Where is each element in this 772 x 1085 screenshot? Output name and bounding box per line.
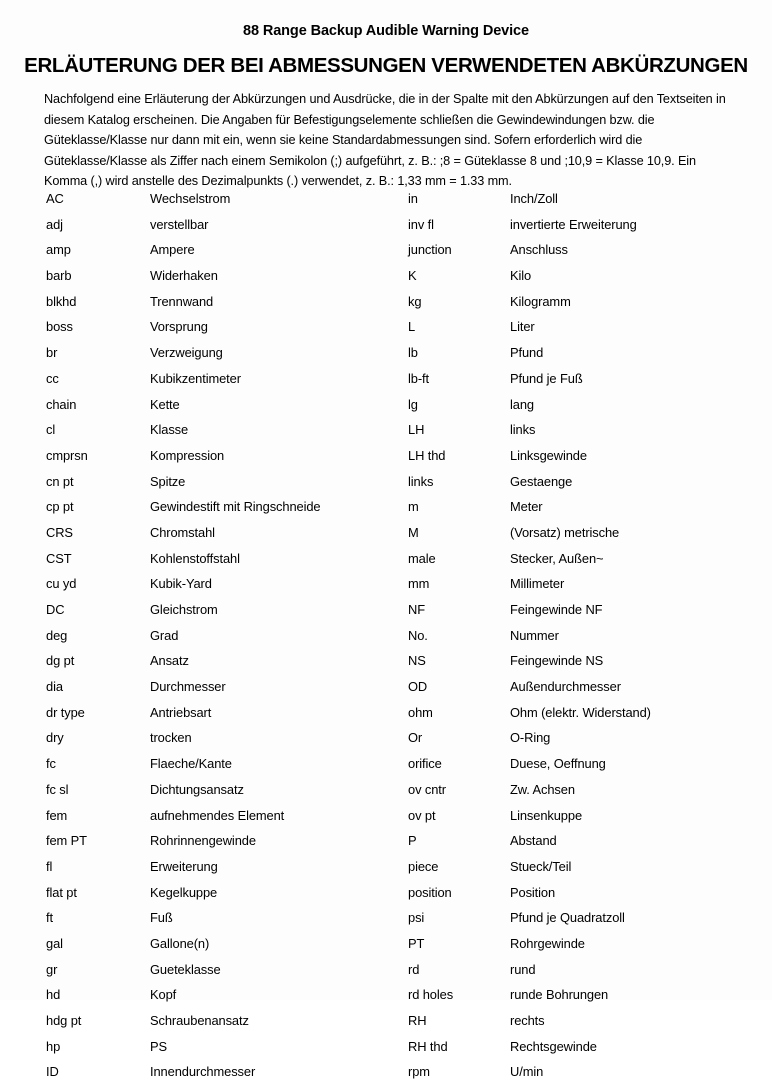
abbreviation-entry (46, 1008, 386, 1034)
abbreviation-entry (408, 520, 758, 546)
dot-leader (60, 344, 145, 357)
abbreviation-entry (408, 700, 758, 726)
dot-leader (430, 678, 505, 691)
dot-leader (62, 370, 145, 383)
abbreviation-term: lb (408, 345, 418, 361)
page-title: ERLÄUTERUNG DER BEI ABMESSUNGEN VERWENDETEN ABKÜRZUNGEN (24, 54, 748, 77)
abbreviation-definition: Kompression (150, 447, 225, 463)
dot-leader (62, 1063, 145, 1076)
abbreviation-definition: Schraubenansatz (150, 1013, 249, 1028)
dot-leader (424, 293, 505, 306)
abbreviation-definition: Kopf (150, 987, 177, 1003)
abbreviation-entry (408, 1059, 758, 1085)
dot-leader (55, 858, 145, 871)
abbreviation-term: ov cntr (408, 781, 446, 797)
dot-leader (76, 473, 145, 486)
abbreviation-entry (46, 623, 386, 649)
abbreviation-entry (46, 1034, 386, 1060)
abbreviation-term: lg (408, 396, 418, 412)
abbreviation-term: CST (46, 550, 72, 566)
dot-leader (432, 575, 505, 588)
abbreviation-definition: Position (510, 884, 556, 900)
abbreviation-term: Or (408, 730, 423, 746)
dot-leader (422, 498, 505, 511)
dot-leader (84, 1012, 145, 1025)
abbreviation-term: position (408, 884, 452, 900)
abbreviation-entry (46, 417, 386, 443)
abbreviation-entry (408, 648, 758, 674)
abbreviation-term: boss (46, 319, 73, 335)
abbreviation-term: LH thd (408, 447, 446, 463)
abbreviation-definition: Stueck/Teil (510, 858, 572, 874)
abbreviation-definition: Nummer (510, 627, 559, 643)
abbreviation-definition: Anschluss (510, 242, 568, 258)
abbreviation-entry (408, 597, 758, 623)
abbreviation-term: fl (46, 858, 53, 874)
abbreviation-definition: Ansatz (150, 653, 189, 669)
abbreviation-entry (408, 237, 758, 263)
dot-leader (422, 524, 505, 537)
abbreviation-entry (46, 854, 386, 880)
abbreviation-definition: (Vorsatz) metrische (510, 524, 620, 540)
abbreviation-term: links (408, 473, 434, 489)
abbreviation-term: male (408, 550, 436, 566)
abbreviation-term: RH (408, 1013, 427, 1028)
abbreviation-column-right (408, 186, 758, 1085)
dot-leader (70, 627, 145, 640)
abbreviation-term: barb (46, 268, 72, 284)
abbreviation-term: dry (46, 730, 64, 746)
abbreviation-definition: Ohm (elektr. Widerstand) (510, 704, 651, 720)
abbreviation-term: M (408, 524, 419, 540)
dot-leader (63, 1038, 145, 1051)
dot-leader (80, 884, 145, 897)
abbreviation-entry (46, 289, 386, 315)
abbreviation-definition: Spitze (150, 473, 186, 489)
abbreviation-entry (408, 1034, 758, 1060)
abbreviation-term: gal (46, 935, 63, 951)
dot-leader (79, 575, 145, 588)
abbreviation-entry (46, 212, 386, 238)
abbreviation-definition: Linsenkuppe (510, 807, 583, 823)
abbreviation-term: orifice (408, 756, 442, 772)
abbreviation-definition: Chromstahl (150, 524, 215, 540)
abbreviation-definition: lang (510, 396, 534, 412)
dot-leader (437, 216, 505, 229)
abbreviation-term: hdg pt (46, 1013, 82, 1028)
abbreviation-term: deg (46, 627, 68, 643)
abbreviation-term: P (408, 833, 417, 849)
dot-leader (60, 961, 145, 974)
dot-leader (66, 216, 145, 229)
abbreviation-entry (408, 1008, 758, 1034)
abbreviation-term: cmprsn (46, 447, 88, 463)
abbreviation-entry (408, 571, 758, 597)
abbreviation-term: ft (46, 910, 53, 926)
dot-leader (428, 601, 505, 614)
abbreviation-entry (46, 340, 386, 366)
abbreviation-definition: aufnehmendes Element (150, 807, 285, 823)
abbreviation-term: fem (46, 807, 68, 823)
dot-leader (432, 370, 505, 383)
dot-leader (449, 781, 505, 794)
dot-leader (66, 678, 145, 691)
abbreviation-term: piece (408, 858, 439, 874)
abbreviation-entry (46, 314, 386, 340)
abbreviation-entry (46, 880, 386, 906)
abbreviation-entry (46, 546, 386, 572)
dot-leader (88, 704, 145, 717)
abbreviation-term: cu yd (46, 576, 77, 592)
intro-paragraph: Nachfolgend eine Erläuterung der Abkürzungen und Ausdrücke, die in der Spalte mit den Abkürzungen auf den Textseiten in diesem Katalog erscheinen. Die Angaben für Befestigungselemente schließen die Gewindewindungen bzw. die Güteklasse/Klasse nur dann mit ein, wenn sie keine Standardabmessungen sind. Sofern erforderlich wird die Güteklasse/Klasse als Ziffer nach einem Semikolon (;) aufgeführt, z. B.: ;8 = Güteklasse 8 und ;10,9 = Klasse 10,9. Ein Komma (,) wird anstelle des Dezimalpunkts (.) verwendet, z. B.: 1,33 mm = 1.33 mm. (44, 92, 726, 189)
abbreviation-entry (46, 777, 386, 803)
abbreviation-entry (46, 957, 386, 983)
dot-leader (90, 832, 145, 845)
abbreviation-entry (408, 289, 758, 315)
abbreviation-entry (408, 314, 758, 340)
abbreviation-definition: Zw. Achsen (510, 781, 575, 797)
abbreviation-term: RH thd (408, 1038, 448, 1054)
abbreviation-definition: Inch/Zoll (510, 191, 558, 206)
abbreviation-term: LH (408, 422, 425, 438)
abbreviation-definition: Kilo (510, 268, 532, 284)
abbreviation-entry (46, 263, 386, 289)
dot-leader (56, 909, 145, 922)
abbreviation-definition: Dichtungsansatz (150, 781, 244, 797)
dot-leader (429, 652, 505, 665)
dot-leader (422, 961, 505, 974)
abbreviation-term: PT (408, 935, 425, 951)
abbreviation-entry (408, 417, 758, 443)
abbreviation-entry (408, 623, 758, 649)
abbreviation-definition: invertierte Erweiterung (510, 216, 637, 232)
dot-leader (76, 319, 145, 332)
abbreviation-definition: Kilogramm (510, 293, 571, 309)
abbreviation-definition: Stecker, Außen~ (510, 550, 604, 566)
dot-leader (420, 267, 506, 280)
dot-leader (436, 473, 505, 486)
abbreviation-term: K (408, 268, 417, 284)
abbreviation-entry (46, 905, 386, 931)
dot-leader (77, 652, 145, 665)
abbreviation-column-left (46, 186, 386, 1085)
abbreviation-definition: Linksgewinde (510, 447, 587, 463)
abbreviation-definition: links (510, 422, 536, 438)
abbreviation-entry (46, 648, 386, 674)
abbreviation-term: No. (408, 627, 428, 643)
dot-leader (438, 807, 505, 820)
abbreviation-entry (46, 982, 386, 1008)
abbreviation-entry (46, 366, 386, 392)
abbreviation-term: mm (408, 576, 430, 592)
dot-leader (79, 396, 145, 409)
dot-leader (74, 267, 145, 280)
abbreviation-entry (46, 237, 386, 263)
abbreviation-definition: Pfund je Fuß (510, 370, 583, 386)
abbreviation-term: br (46, 345, 58, 361)
abbreviation-definition: Innendurchmesser (150, 1064, 256, 1080)
dot-leader (451, 1038, 505, 1051)
abbreviation-definition: Kubik-Yard (150, 576, 212, 592)
abbreviation-columns (0, 186, 772, 1080)
dot-leader (91, 447, 145, 460)
abbreviation-term: cc (46, 370, 59, 386)
abbreviation-definition: Durchmesser (150, 679, 226, 695)
abbreviation-term: in (408, 191, 418, 206)
abbreviation-definition: trocken (150, 730, 192, 746)
dot-leader (70, 807, 145, 820)
abbreviation-definition: Meter (510, 499, 543, 515)
abbreviation-entry (408, 469, 758, 495)
abbreviation-term: cp pt (46, 499, 74, 515)
abbreviation-term: CRS (46, 524, 73, 540)
abbreviation-entry (408, 957, 758, 983)
abbreviation-term: hd (46, 987, 61, 1003)
dot-leader (420, 832, 506, 845)
abbreviation-definition: Verzweigung (150, 345, 223, 361)
dot-leader (67, 730, 145, 743)
abbreviation-term: amp (46, 242, 71, 258)
abbreviation-entry (46, 443, 386, 469)
abbreviation-definition: Feingewinde NF (510, 602, 603, 617)
abbreviation-definition: Widerhaken (150, 268, 218, 284)
abbreviation-definition: Gueteklasse (150, 961, 221, 977)
abbreviation-term: dia (46, 679, 63, 695)
abbreviation-definition: Vorsprung (150, 319, 208, 335)
abbreviation-entry (408, 828, 758, 854)
abbreviation-term: kg (408, 293, 422, 309)
abbreviation-definition: Gallone(n) (150, 935, 210, 951)
abbreviation-term: NF (408, 602, 425, 617)
abbreviation-entry (408, 803, 758, 829)
abbreviation-definition: Abstand (510, 833, 557, 849)
dot-leader (67, 190, 145, 203)
abbreviation-definition: Kohlenstoffstahl (150, 550, 240, 566)
abbreviation-term: fc sl (46, 781, 69, 797)
abbreviation-definition: Millimeter (510, 576, 565, 592)
document-subtitle: 88 Range Backup Audible Warning Device (242, 23, 529, 39)
abbreviation-definition: Kubikzentimeter (150, 370, 241, 386)
abbreviation-definition: Pfund (510, 345, 544, 361)
abbreviation-term: chain (46, 396, 77, 412)
abbreviation-definition: Erweiterung (150, 858, 218, 874)
abbreviation-entry (408, 392, 758, 418)
dot-leader (455, 241, 505, 254)
dot-leader (445, 755, 505, 768)
abbreviation-term: rd (408, 961, 420, 977)
dot-leader (58, 421, 145, 434)
abbreviation-definition: verstellbar (150, 216, 209, 232)
abbreviation-entry (408, 443, 758, 469)
abbreviation-term: fc (46, 756, 56, 772)
dot-leader (439, 550, 505, 563)
abbreviation-term: cl (46, 422, 56, 438)
abbreviation-entry (408, 725, 758, 751)
abbreviation-term: m (408, 499, 419, 515)
abbreviation-definition: Flaeche/Kante (150, 756, 232, 772)
abbreviation-term: dg pt (46, 653, 75, 669)
abbreviation-entry (408, 854, 758, 880)
dot-leader (455, 884, 505, 897)
abbreviation-entry (408, 880, 758, 906)
abbreviation-definition: Feingewinde NS (510, 653, 604, 669)
abbreviation-term: DC (46, 602, 65, 617)
abbreviation-definition: Klasse (150, 422, 189, 438)
dot-leader (429, 1012, 505, 1025)
abbreviation-term: dr type (46, 704, 85, 720)
dot-leader (67, 601, 145, 614)
abbreviation-definition: Rechtsgewinde (510, 1038, 597, 1054)
abbreviation-definition: Grad (150, 627, 179, 643)
abbreviation-term: rd holes (408, 987, 454, 1003)
abbreviation-entry (408, 212, 758, 238)
abbreviation-term: AC (46, 191, 64, 206)
abbreviation-definition: Antriebsart (150, 704, 212, 720)
abbreviation-definition: Gestaenge (510, 473, 573, 489)
dot-leader (421, 190, 505, 203)
abbreviation-entry (46, 1059, 386, 1085)
abbreviation-entry (46, 392, 386, 418)
dot-leader (427, 935, 505, 948)
abbreviation-definition: Duese, Oeffnung (510, 756, 606, 772)
abbreviation-term: gr (46, 961, 58, 977)
dot-leader (421, 396, 505, 409)
abbreviation-entry (46, 700, 386, 726)
dot-leader (456, 986, 505, 999)
abbreviation-definition: O-Ring (510, 730, 551, 746)
abbreviation-definition: Rohrgewinde (510, 935, 585, 951)
abbreviation-entry (408, 340, 758, 366)
abbreviation-term: cn pt (46, 473, 74, 489)
abbreviation-term: ID (46, 1064, 59, 1080)
abbreviation-entry (46, 674, 386, 700)
dot-leader (436, 704, 505, 717)
abbreviation-definition: runde Bohrungen (510, 987, 609, 1003)
abbreviation-definition: Gewindestift mit Ringschneide (150, 499, 321, 515)
abbreviation-term: junction (408, 242, 452, 258)
dot-leader (418, 319, 505, 332)
abbreviation-definition: Gleichstrom (150, 602, 218, 617)
abbreviation-term: L (408, 319, 416, 335)
abbreviation-entry (46, 751, 386, 777)
dot-leader (427, 421, 505, 434)
dot-leader (76, 524, 145, 537)
abbreviation-entry (46, 186, 386, 212)
abbreviation-definition: Liter (510, 319, 535, 335)
abbreviation-term: blkhd (46, 293, 77, 309)
abbreviation-entry (408, 263, 758, 289)
abbreviation-entry (46, 520, 386, 546)
abbreviation-term: hp (46, 1038, 61, 1054)
abbreviation-definition: Kette (150, 396, 180, 412)
abbreviation-entry (408, 905, 758, 931)
abbreviation-term: adj (46, 216, 63, 232)
dot-leader (74, 241, 145, 254)
abbreviation-entry (46, 571, 386, 597)
abbreviation-definition: Trennwand (150, 293, 214, 309)
abbreviation-entry (408, 751, 758, 777)
abbreviation-entry (46, 803, 386, 829)
abbreviation-definition: rechts (510, 1013, 545, 1028)
abbreviation-entry (408, 931, 758, 957)
abbreviation-term: lb-ft (408, 370, 429, 386)
dot-leader (59, 755, 145, 768)
dot-leader (79, 293, 145, 306)
abbreviation-definition: Kegelkuppe (150, 884, 218, 900)
dot-leader (431, 627, 505, 640)
abbreviation-entry (408, 366, 758, 392)
abbreviation-definition: Pfund je Quadratzoll (510, 910, 625, 926)
abbreviation-entry (408, 546, 758, 572)
abbreviation-entry (408, 777, 758, 803)
abbreviation-definition: U/min (510, 1064, 544, 1080)
abbreviation-entry (408, 494, 758, 520)
dot-leader (427, 909, 505, 922)
dot-leader (66, 935, 145, 948)
abbreviation-term: psi (408, 910, 425, 926)
abbreviation-entry (46, 494, 386, 520)
dot-leader (448, 447, 505, 460)
abbreviation-definition: Fuß (150, 910, 173, 926)
dot-leader (441, 858, 505, 871)
dot-leader (74, 550, 145, 563)
dot-leader (425, 730, 505, 743)
abbreviation-term: NS (408, 653, 426, 669)
abbreviation-entry (46, 597, 386, 623)
dot-leader (421, 344, 505, 357)
abbreviation-definition: Ampere (150, 242, 195, 258)
abbreviation-term: ohm (408, 704, 433, 720)
abbreviation-entry (46, 931, 386, 957)
abbreviation-definition: rund (510, 961, 536, 977)
abbreviation-entry (408, 186, 758, 212)
abbreviation-definition: Außendurchmesser (510, 679, 621, 695)
abbreviation-term: flat pt (46, 884, 77, 900)
abbreviation-term: OD (408, 679, 428, 695)
abbreviation-definition: PS (150, 1038, 167, 1054)
abbreviation-definition: Wechselstrom (150, 191, 231, 206)
dot-leader (63, 986, 145, 999)
dot-leader (71, 781, 145, 794)
dot-leader (76, 498, 145, 511)
abbreviation-entry (46, 725, 386, 751)
abbreviation-term: fem PT (46, 833, 87, 849)
abbreviation-entry (46, 469, 386, 495)
abbreviation-definition: Rohrinnengewinde (150, 833, 256, 849)
abbreviation-entry (408, 674, 758, 700)
abbreviation-term: inv fl (408, 216, 434, 232)
dot-leader (433, 1063, 505, 1076)
abbreviation-term: rpm (408, 1064, 430, 1080)
abbreviation-entry (408, 982, 758, 1008)
abbreviation-term: ov pt (408, 807, 436, 823)
abbreviation-entry (46, 828, 386, 854)
